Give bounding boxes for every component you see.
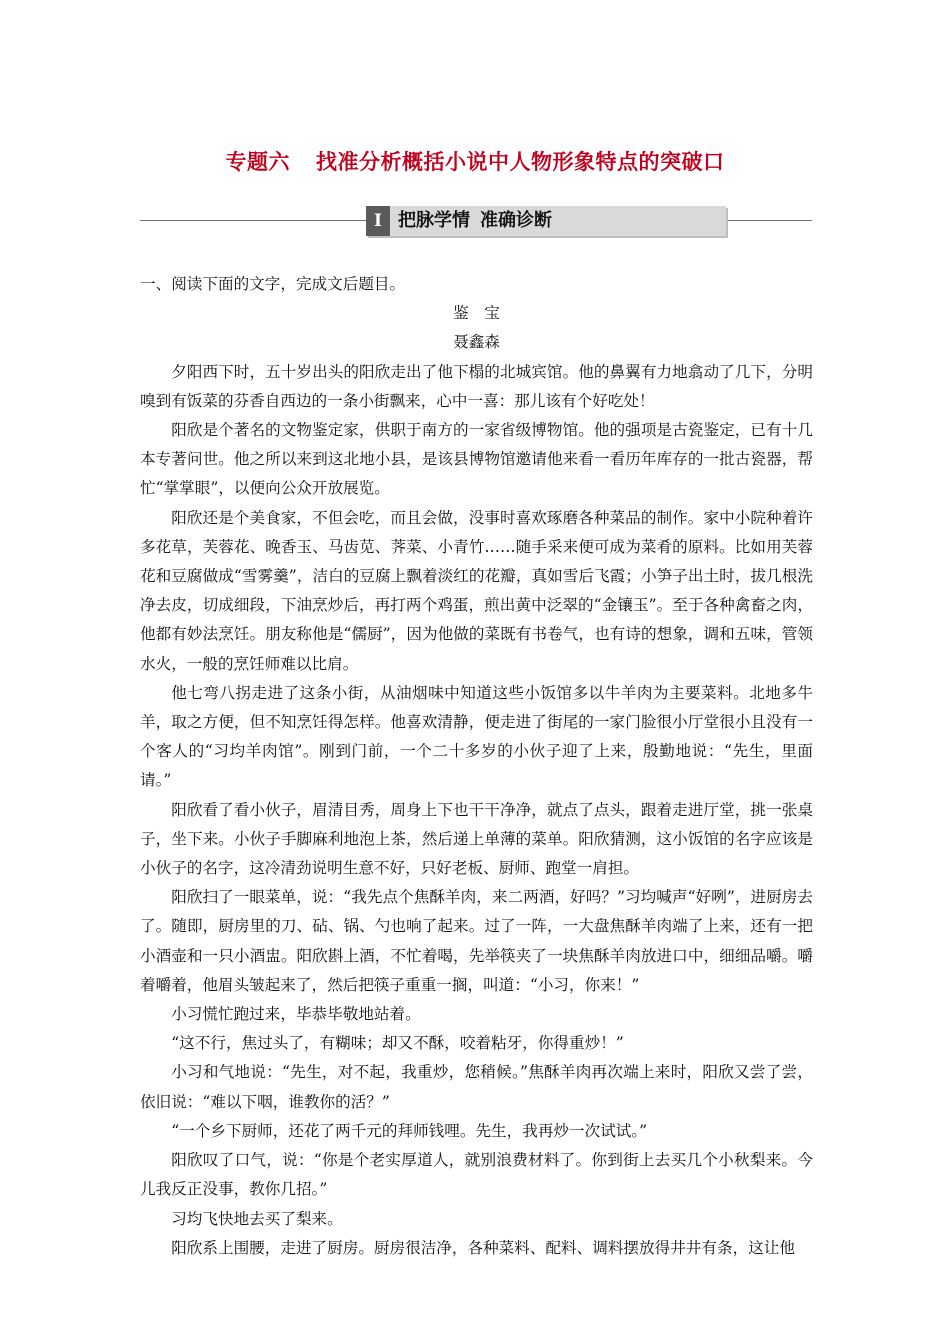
paragraph: 小习和气地说：“先生，对不起，我重炒，您稍候。”焦酥羊肉再次端上来时，阳欣又尝了尝，依旧说：“难以下咽，谁教你的活？” xyxy=(140,1063,813,1111)
section-banner xyxy=(140,205,812,237)
story-author: 聂鑫森 xyxy=(453,333,500,352)
title-topic-number: 专题六 xyxy=(225,150,290,174)
paragraph: 阳欣看了看小伙子，眉清目秀，周身上下也干干净净，就点了点头，跟着走进厅堂，挑一张桌子，坐下来。小伙子手脚麻利地泡上茶，然后递上单薄的菜单。阳欣猜测，这小饭馆的名字应该是小伙子的名字，这冷清劲说明生意不好，只好老板、厨师、跑堂一肩担。 xyxy=(140,800,813,878)
story-title: 鉴宝 xyxy=(453,304,516,323)
page-title xyxy=(0,146,950,176)
paragraph: 阳欣是个著名的文物鉴定家，供职于南方的一家省级博物馆。他的强项是古瓷鉴定，已有十几本专著问世。他之所以来到这北地小县，是该县博物馆邀请他来看一看历年库存的一批古瓷器，帮忙“掌掌眼”，以便向公众开放展览。 xyxy=(140,421,813,498)
paragraph: 阳欣还是个美食家，不但会吃，而且会做，没事时喜欢琢磨各种菜品的制作。家中小院种着许多花草，芙蓉花、晚香玉、马齿苋、荠菜、小青竹……随手采来便可成为菜肴的原料。比如用芙蓉花和豆腐做成“雪雾羹”，洁白的豆腐上飘着淡红的花瓣，真如雪后飞霞；小笋子出土时，拔几根洗净去皮，切成细段，下油烹炒后，再打两个鸡蛋，煎出黄中泛翠的“金镶玉”。至于各种禽畜之肉，他都有妙法烹饪。朋友称他是“儒厨”，因为他做的菜既有书卷气，也有诗的想象，调和五味，管领水火，一般的烹饪师难以比肩。 xyxy=(140,508,813,673)
paragraph: 小习慌忙跑过来，毕恭毕敬地站着。 xyxy=(171,1005,421,1024)
banner-heading-part1: 把脉学情 xyxy=(398,210,470,231)
paragraph: 阳欣系上围腰，走进了厨房。厨房很洁净，各种菜料、配料、调料摆放得井井有条，这让他 xyxy=(171,1238,795,1257)
paragraph: 夕阳西下时，五十岁出头的阳欣走出了他下榻的北城宾馆。他的鼻翼有力地翕动了几下，分明嗅到有饭菜的芬香自西边的一条小街飘来，心中一喜：那儿该有个好吃处！ xyxy=(140,362,813,410)
banner-roman-numeral: Ⅰ xyxy=(366,206,390,236)
banner-heading xyxy=(398,206,552,236)
paragraph: 阳欣扫了一眼菜单，说：“我先点个焦酥羊肉，来二两酒，好吗？”习均喊声“好咧”，进厨房去了。随即，厨房里的刀、砧、锅、勺也响了起来。过了一阵，一大盘焦酥羊肉端了上来，还有一把小酒壶和一只小酒盅。阳欣斟上酒，不忙着喝，先举筷夹了一块焦酥羊肉放进口中，细细品嚼。嚼着嚼着，他眉头皱起来了，然后把筷子重重一搁，叫道：“小习，你来！” xyxy=(140,888,813,994)
title-topic-name: 找准分析概括小说中人物形象特点的突破口 xyxy=(316,150,725,174)
paragraph: “这不行，焦过头了，有糊味；却又不酥，咬着粘牙，你得重炒！” xyxy=(171,1034,624,1053)
banner-heading-part2: 准确诊断 xyxy=(480,210,552,231)
question-prompt: 一、阅读下面的文字，完成文后题目。 xyxy=(140,275,406,293)
paragraph: “一个乡下厨师，还花了两千元的拜师钱哩。先生，我再炒一次试试。” xyxy=(171,1121,648,1140)
reading-passage xyxy=(140,270,813,1263)
paragraph: 习均飞快地去买了梨来。 xyxy=(171,1209,343,1228)
paragraph: 他七弯八拐走进了这条小街，从油烟味中知道这些小饭馆多以牛羊肉为主要菜料。北地多牛羊，取之方便，但不知烹饪得怎样。他喜欢清静，便走进了街尾的一家门脸很小厅堂很小且没有一个客人的“习均羊肉馆”。刚到门前，一个二十多岁的小伙子迎了上来，殷勤地说：“先生，里面请。” xyxy=(140,683,813,790)
paragraph: 阳欣叹了口气，说：“你是个老实厚道人，就别浪费材料了。你到街上去买几个小秋梨来。今儿我反正没事，教你几招。” xyxy=(140,1151,813,1199)
